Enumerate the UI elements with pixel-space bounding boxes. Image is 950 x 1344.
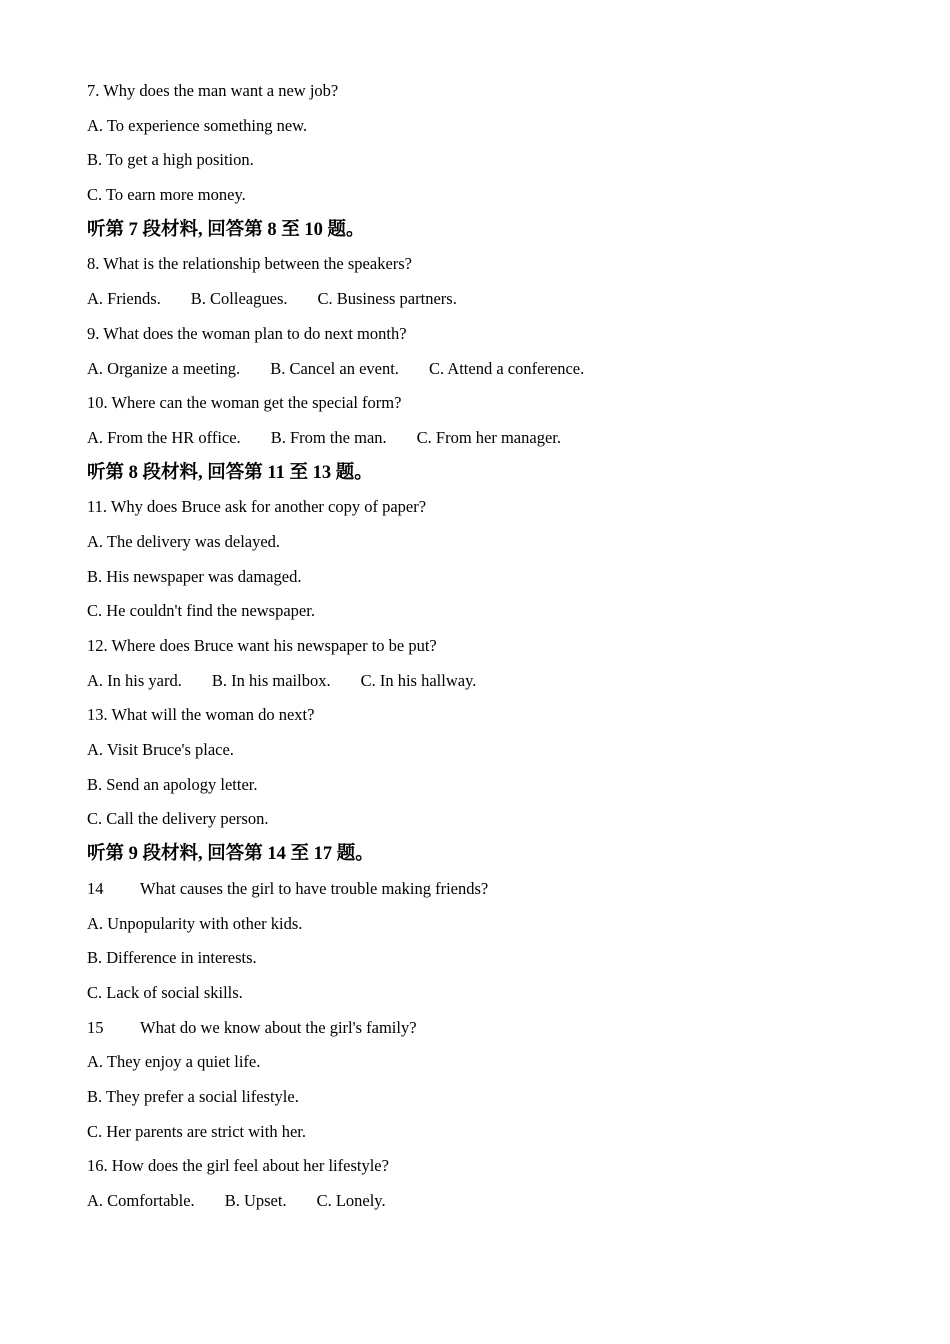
question-text: What causes the girl to have trouble making friends? bbox=[140, 878, 489, 898]
text-line: A. Visit Bruce's place. bbox=[87, 740, 234, 760]
text-line: B. Send an apology letter. bbox=[87, 774, 258, 794]
answer-option: C. Lonely. bbox=[316, 1191, 386, 1210]
text-line: B. To get a high position. bbox=[87, 150, 254, 170]
options-row bbox=[87, 664, 887, 699]
text-line: C. To earn more money. bbox=[87, 185, 246, 205]
options-row bbox=[87, 282, 887, 317]
text-line: C. He couldn't find the newspaper. bbox=[87, 601, 315, 621]
answer-option: C. In his hallway. bbox=[360, 670, 477, 690]
question-text: What do we know about the girl's family? bbox=[140, 1017, 417, 1037]
answer-option: A. Organize a meeting. bbox=[87, 358, 241, 378]
section-heading: 听第 7 段材料, 回答第 8 至 10 题。 bbox=[87, 219, 365, 240]
text-line: 10. Where can the woman get the special form? bbox=[87, 393, 402, 413]
answer-option: C. From her manager. bbox=[416, 427, 561, 447]
answer-option: B. In his mailbox. bbox=[211, 670, 331, 690]
text-line: A. Unpopularity with other kids. bbox=[87, 913, 303, 933]
options-row bbox=[87, 1184, 887, 1219]
answer-option: C. Business partners. bbox=[317, 289, 457, 309]
section-heading: 听第 8 段材料, 回答第 11 至 13 题。 bbox=[87, 462, 373, 483]
answer-option: C. Attend a conference. bbox=[428, 358, 585, 378]
text-line: 11. Why does Bruce ask for another copy of paper? bbox=[87, 497, 427, 517]
answer-option: A. Friends. bbox=[87, 289, 161, 309]
question-number: 15 bbox=[87, 1017, 104, 1037]
text-line: C. Lack of social skills. bbox=[87, 982, 243, 1002]
text-line: C. Her parents are strict with her. bbox=[87, 1121, 307, 1141]
text-line: 7. Why does the man want a new job? bbox=[87, 81, 339, 100]
answer-option: B. Colleagues. bbox=[190, 289, 288, 309]
text-line: A. To experience something new. bbox=[87, 115, 308, 135]
text-line: B. Difference in interests. bbox=[87, 948, 257, 968]
text-line: B. His newspaper was damaged. bbox=[87, 566, 302, 586]
text-line: 13. What will the woman do next? bbox=[87, 705, 315, 725]
answer-option: A. In his yard. bbox=[87, 670, 182, 690]
text-line: 9. What does the woman plan to do next month? bbox=[87, 323, 407, 343]
text-line: 8. What is the relationship between the speakers? bbox=[87, 254, 413, 274]
question-line bbox=[87, 872, 887, 907]
text-line: B. They prefer a social lifestyle. bbox=[87, 1086, 299, 1106]
answer-option: B. Upset. bbox=[224, 1191, 287, 1210]
text-line: 16. How does the girl feel about her lifestyle? bbox=[87, 1156, 389, 1176]
question-number: 14 bbox=[87, 878, 104, 898]
question-line bbox=[87, 1011, 887, 1046]
exam-page bbox=[87, 74, 887, 1219]
text-line: C. Call the delivery person. bbox=[87, 809, 269, 829]
options-row bbox=[87, 421, 887, 456]
text-line: A. The delivery was delayed. bbox=[87, 531, 281, 551]
answer-option: B. From the man. bbox=[270, 427, 387, 447]
answer-option: A. Comfortable. bbox=[87, 1191, 195, 1210]
answer-option: B. Cancel an event. bbox=[270, 358, 399, 378]
options-row bbox=[87, 352, 887, 387]
text-line: A. They enjoy a quiet life. bbox=[87, 1052, 261, 1072]
section-heading: 听第 9 段材料, 回答第 14 至 17 题。 bbox=[87, 844, 374, 865]
answer-option: A. From the HR office. bbox=[87, 427, 241, 447]
text-line: 12. Where does Bruce want his newspaper to be put? bbox=[87, 636, 437, 655]
